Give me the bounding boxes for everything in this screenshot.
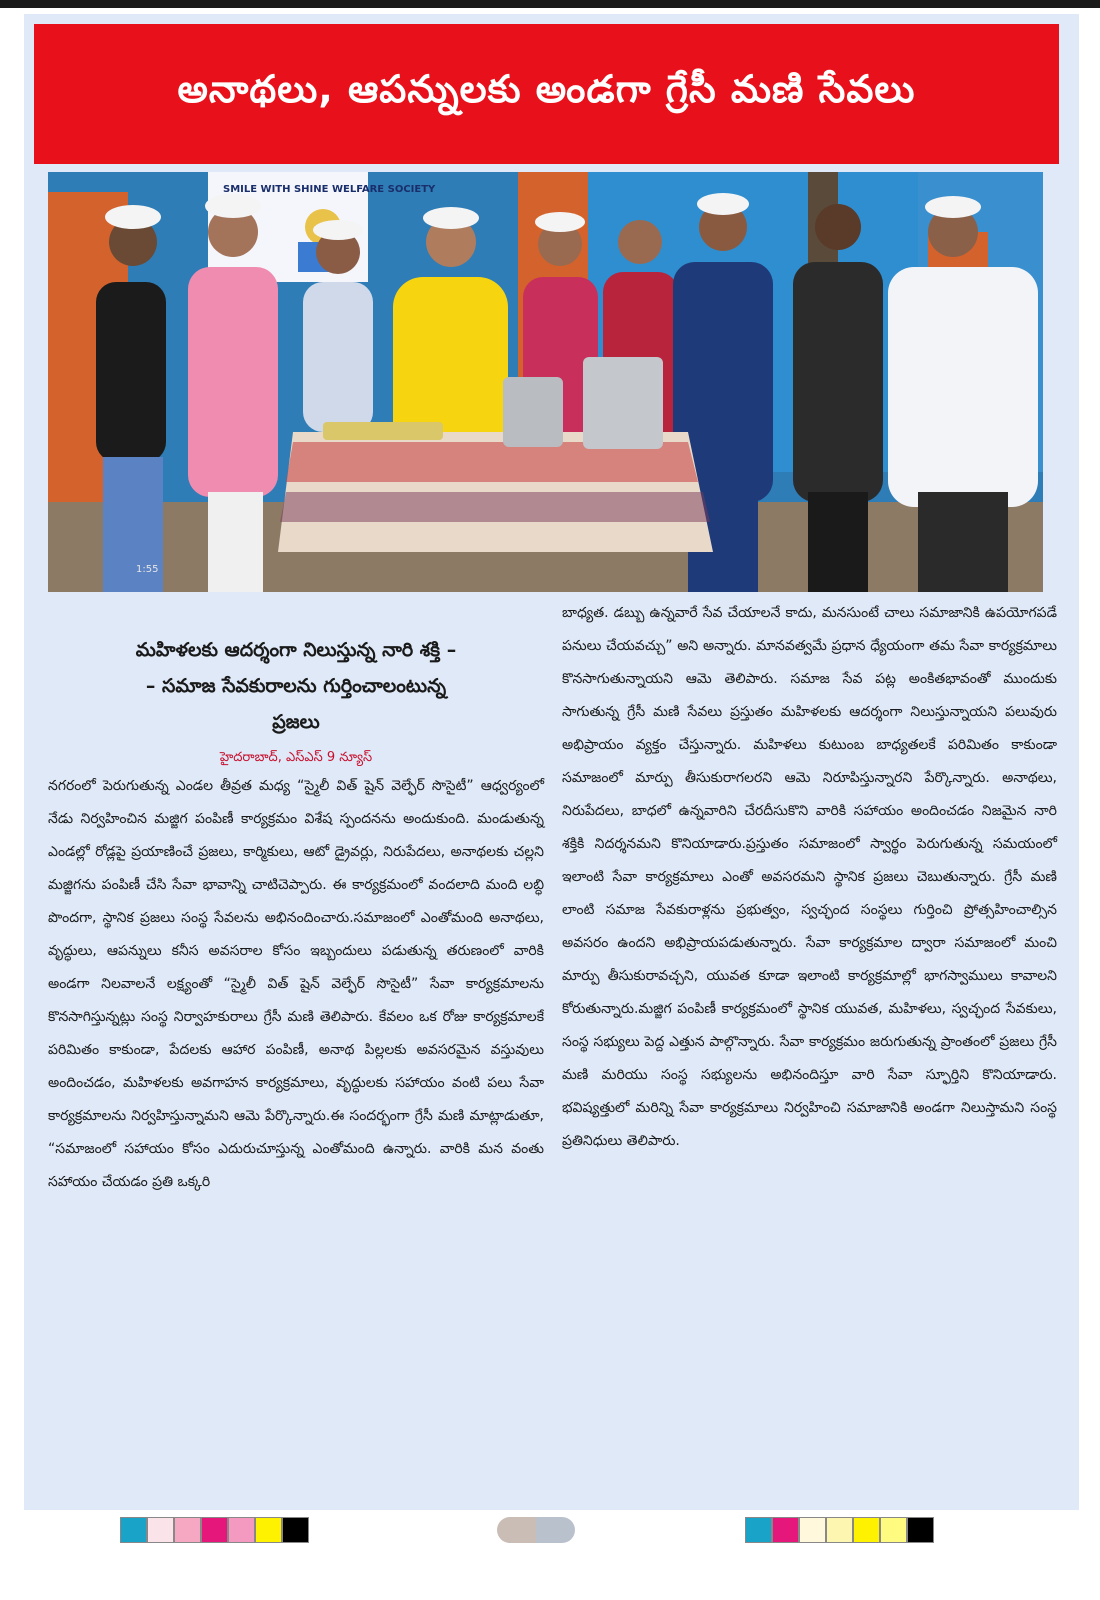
article-body-left: నగరంలో పెరుగుతున్న ఎండల తీవ్రత మధ్య “స్మైలీ విత్ షైన్ వెల్ఫేర్ సొసైటీ” ఆధ్వర్యంలో నేడు నిర్వహించిన మజ్జిగ పంపిణీ కార్యక్రమం విశేష స్పందనను అందుకుంది. మండుతున్న ఎండల్లో రోడ్లపై ప్రయాణించే ప్రజలు, కార్మికులు, ఆటో డ్రైవర్లు, నిరుపేదలు, అనాథలకు చల్లని మజ్జిగను పంపిణీ చేసి సేవా భావాన్ని చాటిచెప్పారు. ఈ కార్యక్రమంలో వందలాది మంది లబ్ధి పొందగా, స్థానిక ప్రజలు సంస్థ సేవలను అభినందించారు.సమాజంలో ఎంతోమంది అనాథలు, వృద్ధులు, ఆపన్నులు కనీస అవసరాల కోసం ఇబ్బందులు పడుతున్న తరుణంలో వారికి అండగా నిలవాలనే లక్ష్యంతో “స్మైలీ విత్ షైన్ వెల్ఫేర్ సొసైటీ” సేవా కార్యక్రమాలను కొనసాగిస్తున్నట్లు సంస్థ నిర్వాహకురాలు గ్రేసీ మణి తెలిపారు. కేవలం ఒక రోజు కార్యక్రమాలకే పరిమితం కాకుండా, పేదలకు ఆహార పంపిణీ, అనాథ పిల్లలకు అవసరమైన వస్తువులు అందించడం, మహిళలకు అవగాహన కార్యక్రమాలు, వృద్ధులకు సహాయం వంటి పలు సేవా కార్యక్రమాలను నిర్వహిస్తున్నామని ఆమె పేర్కొన్నారు.ఈ సందర్భంగా గ్రేసీ మణి మాట్లాడుతూ, “సమాజంలో సహాయం కోసం ఎదురుచూస్తున్న ఎంతోమంది ఉన్నారు. వారికి మన వంతు సహాయం చేయడం ప్రతి ఒక్కరి <box>48 778 544 1190</box>
subheadline-line-3: ప్రజలు <box>272 711 320 733</box>
article-body-right: బాధ్యత. డబ్బు ఉన్నవారే సేవ చేయాలనే కాదు, మనసుంటే చాలు సమాజానికి ఉపయోగపడే పనులు చేయవచ్చు” అని అన్నారు. మానవత్వమే ప్రధాన ధ్యేయంగా తమ సేవా కార్యక్రమాలు కొనసాగుతున్నాయని ఆమె తెలిపారు. సమాజ సేవ పట్ల అంకితభావంతో ముందుకు సాగుతున్న గ్రేసీ మణి సేవలు ప్రస్తుతం మహిళలకు ఆదర్శంగా నిలుస్తున్నాయని పలువురు అభిప్రాయం వ్యక్తం చేస్తున్నారు. మహిళలు కుటుంబ బాధ్యతలకే పరిమితం కాకుండా సమాజంలో మార్పు తీసుకురాగలరని ఆమె నిరూపిస్తున్నారని పేర్కొన్నారు. అనాథలు, నిరుపేదలు, బాధలో ఉన్నవారిని చేరదీసుకొని వారికి సహాయం అందించడం నిజమైన నారి శక్తికి నిదర్శనమని కొనియాడారు.ప్రస్తుతం సమాజంలో స్వార్థం పెరుగుతున్న సమయంలో ఇలాంటి సేవా కార్యక్రమాలు ఎంతో అవసరమని స్థానిక ప్రజలు చెబుతున్నారు. గ్రేసీ మణి లాంటి సమాజ సేవకురాళ్లను ప్రభుత్వం, స్వచ్ఛంద సంస్థలు గుర్తించి ప్రోత్సహించాల్సిన అవసరం ఉందని అభిప్రాయపడుతున్నారు. సేవా కార్యక్రమాల ద్వారా సమాజంలో మంచి మార్పు తీసుకురావచ్చని, యువత కూడా ఇలాంటి కార్యక్రమాల్లో భాగస్వాములు కావాలని కోరుతున్నారు.మజ్జిగ పంపిణీ కార్యక్రమంలో స్థానిక యువత, మహిళలు, స్వచ్ఛంద సేవకులు, సంస్థ సభ్యులు పెద్ద ఎత్తున పాల్గొన్నారు. సేవా కార్యక్రమం జరుగుతున్న ప్రాంతంలో ప్రజలు గ్రేసీ మణి మరియు సంస్థ సభ్యులను అభినందిస్తూ వారి సేవా స్ఫూర్తిని కొనియాడారు. భవిష్యత్తులో మరిన్ని సేవా కార్యక్రమాలు నిర్వహించి సమాజానికి అండగా నిలుస్తామని సంస్థ ప్రతినిధులు తెలిపారు. <box>562 605 1057 1149</box>
news-photo <box>48 172 1043 592</box>
headline-banner <box>34 24 1059 164</box>
subheadline-line-1: మహిళలకు ఆదర్శంగా నిలుస్తున్న నారి శక్తి – <box>135 639 457 661</box>
banner-text: SMILE WITH SHINE WELFARE SOCIETY <box>223 184 436 195</box>
newspaper-clipping <box>24 14 1079 1510</box>
print-color-bar-left <box>120 1517 309 1543</box>
color-swatch <box>853 1517 880 1543</box>
color-swatch <box>745 1517 772 1543</box>
top-border <box>0 0 1100 8</box>
print-color-bar-right <box>745 1517 934 1543</box>
subheadline <box>48 632 544 740</box>
color-swatch <box>282 1517 309 1543</box>
color-swatch <box>826 1517 853 1543</box>
left-column <box>48 612 544 1199</box>
color-swatch <box>120 1517 147 1543</box>
color-swatch <box>772 1517 799 1543</box>
subheadline-line-2: – సమాజ సేవకురాలను గుర్తించాలంటున్న <box>145 675 447 697</box>
color-swatch <box>174 1517 201 1543</box>
photo-timestamp: 1:55 <box>136 564 159 575</box>
color-swatch <box>255 1517 282 1543</box>
color-swatch <box>880 1517 907 1543</box>
color-swatch <box>201 1517 228 1543</box>
color-swatch <box>147 1517 174 1543</box>
color-swatch <box>799 1517 826 1543</box>
dateline: హైదరాబాద్, ఎస్ఎస్ 9 న్యూస్ <box>219 750 373 765</box>
registration-mark <box>497 1517 575 1543</box>
right-column <box>562 597 1057 1158</box>
color-swatch <box>228 1517 255 1543</box>
headline: అనాథలు, ఆపన్నులకు అండగా గ్రేసీ మణి సేవలు <box>177 67 916 111</box>
color-swatch <box>907 1517 934 1543</box>
